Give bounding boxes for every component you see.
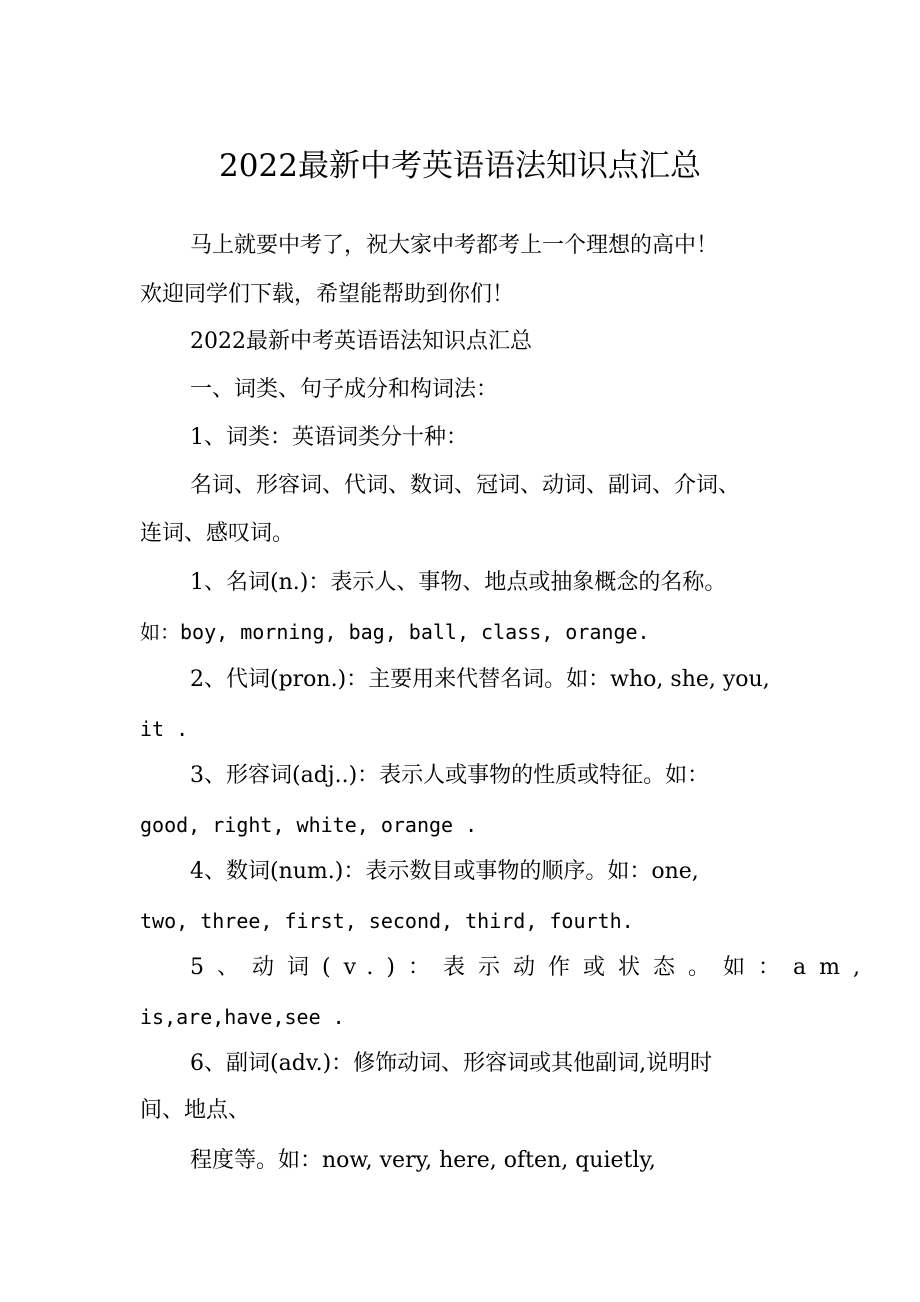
numeral-examples: two, three, first, second, third, fourth. bbox=[140, 909, 634, 933]
verb-definition: 5、动词(v.)：表示动作或状态。如：am, bbox=[190, 955, 873, 980]
noun-definition: 1、名词(n.)：表示人、事物、地点或抽象概念的名称。 bbox=[190, 570, 727, 595]
adverb-definition-cont: 间、地点、 bbox=[140, 1098, 251, 1123]
document-title: 2022最新中考英语语法知识点汇总 bbox=[219, 148, 701, 184]
intro-line-1: 马上就要中考了，祝大家中考都考上一个理想的高中！ bbox=[190, 233, 719, 258]
section-heading: 一、词类、句子成分和构词法： bbox=[190, 377, 499, 402]
adjective-examples: good, right, white, orange . bbox=[140, 813, 478, 837]
adjective-definition: 3、形容词(adj..)：表示人或事物的性质或特征。如： bbox=[190, 763, 710, 788]
adverb-definition: 6、副词(adv.)：修饰动词、形容词或其他副词,说明时 bbox=[190, 1051, 713, 1076]
word-class-heading: 1、词类：英语词类分十种： bbox=[190, 425, 468, 450]
word-class-list-2: 连词、感叹词。 bbox=[140, 521, 295, 546]
adverb-examples: 程度等。如：now, very, here, often, quietly, bbox=[190, 1148, 656, 1173]
verb-examples: is,are,have,see . bbox=[140, 1005, 345, 1029]
pronoun-examples: it . bbox=[140, 717, 189, 741]
noun-examples: 如：boy, morning, bag, ball, class, orange. bbox=[140, 620, 650, 644]
intro-line-2: 欢迎同学们下载，希望能帮助到你们！ bbox=[140, 282, 515, 307]
subtitle-line: 2022最新中考英语语法知识点汇总 bbox=[190, 329, 532, 354]
pronoun-definition: 2、代词(pron.)：主要用来代替名词。如：who, she, you, bbox=[190, 667, 770, 692]
numeral-definition: 4、数词(num.)：表示数目或事物的顺序。如：one, bbox=[190, 859, 699, 884]
word-class-list-1: 名词、形容词、代词、数词、冠词、动词、副词、介词、 bbox=[190, 473, 741, 498]
